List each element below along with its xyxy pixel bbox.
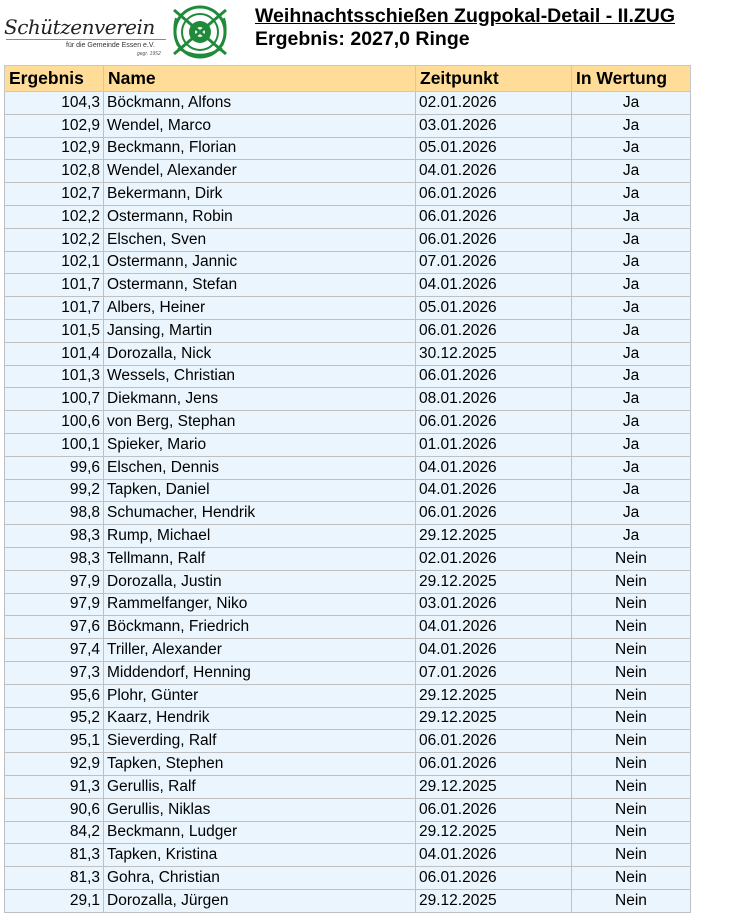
table-row	[5, 479, 691, 502]
result-cell: 102,2	[5, 205, 104, 228]
logo-subline: für die Gemeinde Essen e.V.	[66, 42, 155, 49]
name-cell: Middendorf, Henning	[104, 661, 416, 684]
result-cell: 84,2	[5, 821, 104, 844]
name-cell: Beckmann, Ludger	[104, 821, 416, 844]
date-cell: 06.01.2026	[416, 411, 572, 434]
table-row	[5, 502, 691, 525]
result-cell: 101,7	[5, 297, 104, 320]
name-cell: Wessels, Christian	[104, 365, 416, 388]
result-cell: 95,1	[5, 730, 104, 753]
date-cell: 06.01.2026	[416, 319, 572, 342]
result-cell: 101,7	[5, 274, 104, 297]
result-cell: 101,5	[5, 319, 104, 342]
result-cell: 101,3	[5, 365, 104, 388]
result-cell: 98,3	[5, 547, 104, 570]
date-cell: 29.12.2025	[416, 707, 572, 730]
counted-cell: Ja	[572, 433, 691, 456]
club-logo	[2, 4, 236, 60]
date-cell: 03.01.2026	[416, 114, 572, 137]
table-row	[5, 456, 691, 479]
date-cell: 07.01.2026	[416, 661, 572, 684]
name-cell: Rump, Michael	[104, 525, 416, 548]
counted-cell: Ja	[572, 342, 691, 365]
table-row	[5, 228, 691, 251]
date-cell: 03.01.2026	[416, 593, 572, 616]
column-header-in-wertung: In Wertung	[572, 66, 691, 92]
counted-cell: Ja	[572, 388, 691, 411]
date-cell: 29.12.2025	[416, 570, 572, 593]
date-cell: 02.01.2026	[416, 547, 572, 570]
table-row	[5, 342, 691, 365]
counted-cell: Ja	[572, 228, 691, 251]
date-cell: 04.01.2026	[416, 616, 572, 639]
date-cell: 07.01.2026	[416, 251, 572, 274]
counted-cell: Nein	[572, 661, 691, 684]
table-body	[5, 92, 691, 913]
counted-cell: Nein	[572, 570, 691, 593]
table-row	[5, 525, 691, 548]
table-row	[5, 844, 691, 867]
name-cell: Elschen, Sven	[104, 228, 416, 251]
name-cell: Elschen, Dennis	[104, 456, 416, 479]
counted-cell: Ja	[572, 114, 691, 137]
result-cell: 97,4	[5, 639, 104, 662]
logo-founded: gegr. 1952	[137, 51, 161, 57]
result-cell: 97,9	[5, 593, 104, 616]
name-cell: Kaarz, Hendrik	[104, 707, 416, 730]
counted-cell: Ja	[572, 297, 691, 320]
table-row	[5, 205, 691, 228]
table-row	[5, 274, 691, 297]
date-cell: 29.12.2025	[416, 889, 572, 912]
name-cell: Gohra, Christian	[104, 867, 416, 890]
logo-divider	[6, 39, 166, 40]
title-block	[255, 4, 675, 50]
table-row	[5, 114, 691, 137]
results-table	[4, 65, 691, 913]
result-cell: 104,3	[5, 92, 104, 115]
table-row	[5, 593, 691, 616]
counted-cell: Nein	[572, 684, 691, 707]
date-cell: 04.01.2026	[416, 479, 572, 502]
date-cell: 29.12.2025	[416, 775, 572, 798]
name-cell: Albers, Heiner	[104, 297, 416, 320]
counted-cell: Nein	[572, 753, 691, 776]
counted-cell: Ja	[572, 365, 691, 388]
counted-cell: Nein	[572, 798, 691, 821]
table-row	[5, 251, 691, 274]
result-cell: 92,9	[5, 753, 104, 776]
table-row	[5, 707, 691, 730]
result-cell: 102,9	[5, 114, 104, 137]
table-row	[5, 411, 691, 434]
counted-cell: Ja	[572, 502, 691, 525]
name-cell: Jansing, Martin	[104, 319, 416, 342]
result-cell: 98,8	[5, 502, 104, 525]
name-cell: Sieverding, Ralf	[104, 730, 416, 753]
name-cell: Tellmann, Ralf	[104, 547, 416, 570]
table-row	[5, 639, 691, 662]
counted-cell: Ja	[572, 479, 691, 502]
result-cell: 102,9	[5, 137, 104, 160]
table-row	[5, 821, 691, 844]
date-cell: 05.01.2026	[416, 297, 572, 320]
counted-cell: Ja	[572, 137, 691, 160]
name-cell: Triller, Alexander	[104, 639, 416, 662]
date-cell: 06.01.2026	[416, 753, 572, 776]
counted-cell: Ja	[572, 274, 691, 297]
name-cell: Rammelfanger, Niko	[104, 593, 416, 616]
result-cell: 102,1	[5, 251, 104, 274]
name-cell: Ostermann, Robin	[104, 205, 416, 228]
name-cell: Beckmann, Florian	[104, 137, 416, 160]
date-cell: 06.01.2026	[416, 228, 572, 251]
result-cell: 97,3	[5, 661, 104, 684]
table-row	[5, 616, 691, 639]
result-cell: 102,7	[5, 183, 104, 206]
name-cell: Ostermann, Stefan	[104, 274, 416, 297]
date-cell: 04.01.2026	[416, 274, 572, 297]
result-cell: 100,6	[5, 411, 104, 434]
page-title: Weihnachtsschießen Zugpokal-Detail - II.ZUG	[255, 5, 676, 27]
table-row	[5, 160, 691, 183]
table-row	[5, 775, 691, 798]
counted-cell: Nein	[572, 616, 691, 639]
counted-cell: Ja	[572, 525, 691, 548]
counted-cell: Nein	[572, 821, 691, 844]
counted-cell: Nein	[572, 889, 691, 912]
table-row	[5, 319, 691, 342]
name-cell: Ostermann, Jannic	[104, 251, 416, 274]
name-cell: Wendel, Alexander	[104, 160, 416, 183]
table-row	[5, 661, 691, 684]
result-cell: 95,2	[5, 707, 104, 730]
table-row	[5, 570, 691, 593]
counted-cell: Ja	[572, 183, 691, 206]
date-cell: 05.01.2026	[416, 137, 572, 160]
name-cell: Schumacher, Hendrik	[104, 502, 416, 525]
table-row	[5, 684, 691, 707]
date-cell: 06.01.2026	[416, 183, 572, 206]
counted-cell: Ja	[572, 160, 691, 183]
result-cell: 99,6	[5, 456, 104, 479]
result-cell: 102,2	[5, 228, 104, 251]
page-header	[0, 0, 737, 64]
name-cell: Gerullis, Ralf	[104, 775, 416, 798]
table-row	[5, 388, 691, 411]
name-cell: Wendel, Marco	[104, 114, 416, 137]
date-cell: 06.01.2026	[416, 867, 572, 890]
table-row	[5, 798, 691, 821]
result-cell: 91,3	[5, 775, 104, 798]
date-cell: 29.12.2025	[416, 821, 572, 844]
table-row	[5, 730, 691, 753]
table-row	[5, 547, 691, 570]
table-row	[5, 137, 691, 160]
name-cell: Tapken, Daniel	[104, 479, 416, 502]
counted-cell: Nein	[572, 707, 691, 730]
result-cell: 99,2	[5, 479, 104, 502]
logo-name: Schützenverein	[4, 15, 155, 39]
column-header-zeitpunkt: Zeitpunkt	[416, 66, 572, 92]
counted-cell: Nein	[572, 547, 691, 570]
date-cell: 29.12.2025	[416, 525, 572, 548]
name-cell: Dorozalla, Jürgen	[104, 889, 416, 912]
counted-cell: Ja	[572, 251, 691, 274]
table-row	[5, 297, 691, 320]
table-row	[5, 867, 691, 890]
counted-cell: Nein	[572, 730, 691, 753]
date-cell: 29.12.2025	[416, 684, 572, 707]
date-cell: 06.01.2026	[416, 205, 572, 228]
date-cell: 04.01.2026	[416, 456, 572, 479]
shooting-target-emblem-icon	[168, 4, 232, 60]
date-cell: 06.01.2026	[416, 730, 572, 753]
result-cell: 102,8	[5, 160, 104, 183]
date-cell: 04.01.2026	[416, 639, 572, 662]
column-header-name: Name	[104, 66, 416, 92]
name-cell: Bekermann, Dirk	[104, 183, 416, 206]
name-cell: Spieker, Mario	[104, 433, 416, 456]
date-cell: 06.01.2026	[416, 502, 572, 525]
name-cell: Böckmann, Friedrich	[104, 616, 416, 639]
name-cell: Diekmann, Jens	[104, 388, 416, 411]
name-cell: Tapken, Kristina	[104, 844, 416, 867]
counted-cell: Nein	[572, 639, 691, 662]
result-cell: 81,3	[5, 867, 104, 890]
table-row	[5, 753, 691, 776]
result-cell: 97,6	[5, 616, 104, 639]
result-cell: 95,6	[5, 684, 104, 707]
result-total: Ergebnis: 2027,0 Ringe	[255, 28, 470, 50]
result-cell: 97,9	[5, 570, 104, 593]
date-cell: 06.01.2026	[416, 798, 572, 821]
table-row	[5, 365, 691, 388]
date-cell: 01.01.2026	[416, 433, 572, 456]
counted-cell: Nein	[572, 775, 691, 798]
name-cell: Tapken, Stephen	[104, 753, 416, 776]
table-row	[5, 183, 691, 206]
date-cell: 06.01.2026	[416, 365, 572, 388]
counted-cell: Ja	[572, 411, 691, 434]
table-header-row	[5, 66, 691, 92]
counted-cell: Nein	[572, 593, 691, 616]
counted-cell: Ja	[572, 92, 691, 115]
counted-cell: Ja	[572, 456, 691, 479]
name-cell: von Berg, Stephan	[104, 411, 416, 434]
counted-cell: Nein	[572, 844, 691, 867]
table-row	[5, 433, 691, 456]
date-cell: 04.01.2026	[416, 844, 572, 867]
date-cell: 02.01.2026	[416, 92, 572, 115]
table-row	[5, 889, 691, 912]
date-cell: 04.01.2026	[416, 160, 572, 183]
counted-cell: Nein	[572, 867, 691, 890]
column-header-ergebnis: Ergebnis	[5, 66, 104, 92]
name-cell: Böckmann, Alfons	[104, 92, 416, 115]
result-cell: 101,4	[5, 342, 104, 365]
result-cell: 98,3	[5, 525, 104, 548]
result-cell: 90,6	[5, 798, 104, 821]
name-cell: Plohr, Günter	[104, 684, 416, 707]
counted-cell: Ja	[572, 319, 691, 342]
result-cell: 29,1	[5, 889, 104, 912]
counted-cell: Ja	[572, 205, 691, 228]
result-cell: 100,7	[5, 388, 104, 411]
result-cell: 100,1	[5, 433, 104, 456]
date-cell: 30.12.2025	[416, 342, 572, 365]
name-cell: Gerullis, Niklas	[104, 798, 416, 821]
result-cell: 81,3	[5, 844, 104, 867]
table-row	[5, 92, 691, 115]
name-cell: Dorozalla, Nick	[104, 342, 416, 365]
name-cell: Dorozalla, Justin	[104, 570, 416, 593]
date-cell: 08.01.2026	[416, 388, 572, 411]
